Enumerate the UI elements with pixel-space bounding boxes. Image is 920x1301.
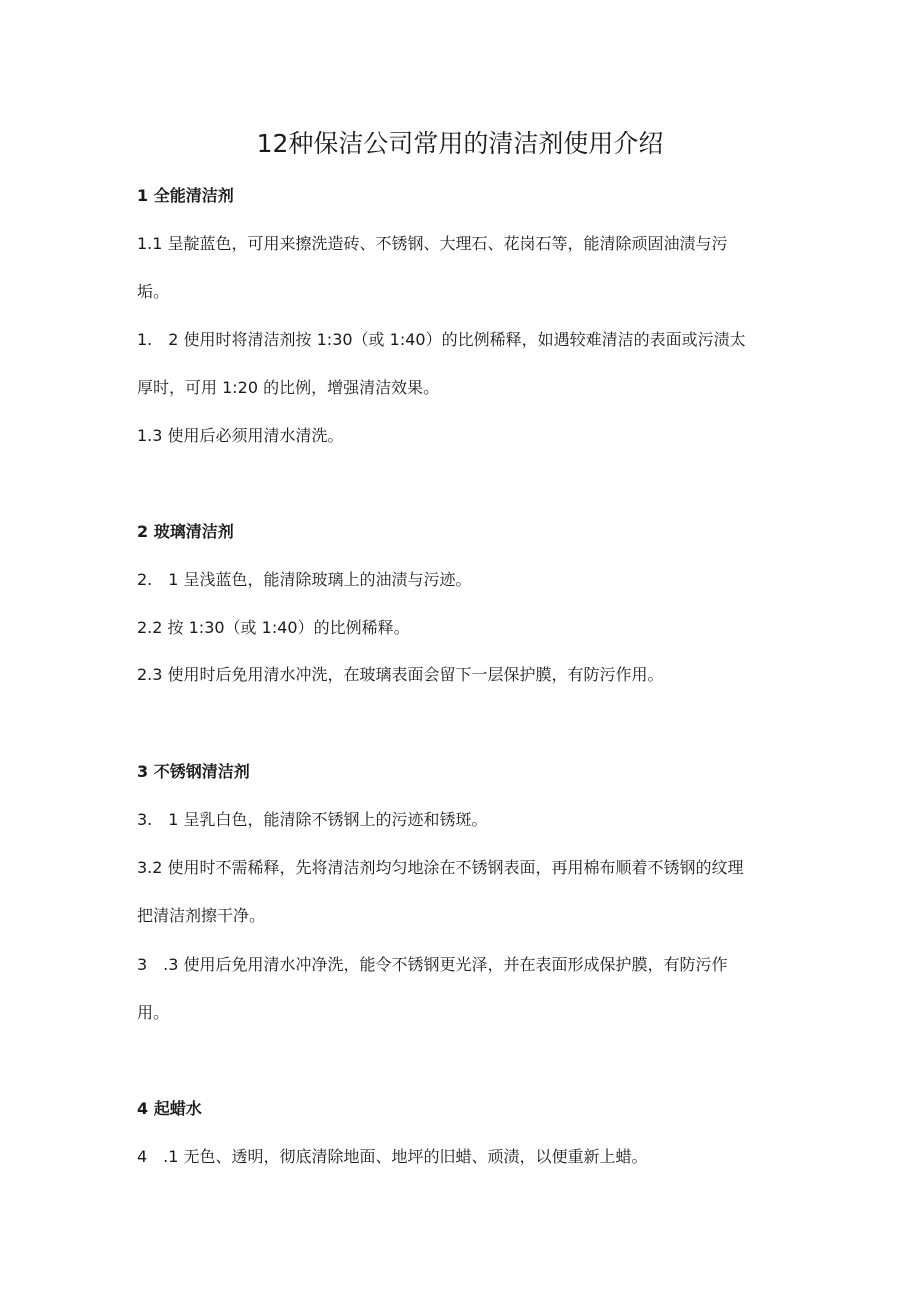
paragraph-line: 用。 (137, 1003, 170, 1022)
paragraph-line: 2. 1 呈浅蓝色，能清除玻璃上的油渍与污迹。 (137, 570, 472, 589)
paragraph-line: 3. 1 呈乳白色，能清除不锈钢上的污迹和锈斑。 (137, 810, 488, 829)
paragraph-line: 厚时，可用 1:20 的比例，增强清洁效果。 (137, 378, 440, 397)
paragraph-line: 1.3 使用后必须用清水清洗。 (137, 426, 344, 445)
section-heading: 1 全能清洁剂 (137, 186, 234, 205)
paragraph-line: 3.2 使用时不需稀释，先将清洁剂均匀地涂在不锈钢表面，再用棉布顺着不锈钢的纹理 (137, 858, 744, 877)
paragraph-line: 垢。 (137, 282, 170, 301)
section-heading: 4 起蜡水 (137, 1099, 202, 1118)
paragraph-line: 把清洁剂擦干净。 (137, 906, 266, 925)
section-heading: 2 玻璃清洁剂 (137, 522, 234, 541)
paragraph-line: 1.1 呈靛蓝色，可用来擦洗造砖、不锈钢、大理石、花岗石等，能清除顽固油渍与污 (137, 234, 728, 253)
paragraph-line: 3 .3 使用后免用清水冲净洗，能令不锈钢更光泽，并在表面形成保护膜，有防污作 (137, 955, 728, 974)
page-title: 12种保洁公司常用的清洁剂使用介绍 (256, 129, 664, 158)
section-heading: 3 不锈钢清洁剂 (137, 762, 250, 781)
paragraph-line: 2.2 按 1:30（或 1:40）的比例稀释。 (137, 618, 410, 637)
paragraph-line: 1. 2 使用时将清洁剂按 1:30（或 1:40）的比例稀释，如遇较难清洁的表面或污渍太 (137, 330, 746, 349)
paragraph-line: 4 .1 无色、透明，彻底清除地面、地坪的旧蜡、顽渍，以便重新上蜡。 (137, 1147, 648, 1166)
paragraph-line: 2.3 使用时后免用清水冲洗，在玻璃表面会留下一层保护膜，有防污作用。 (137, 665, 664, 684)
